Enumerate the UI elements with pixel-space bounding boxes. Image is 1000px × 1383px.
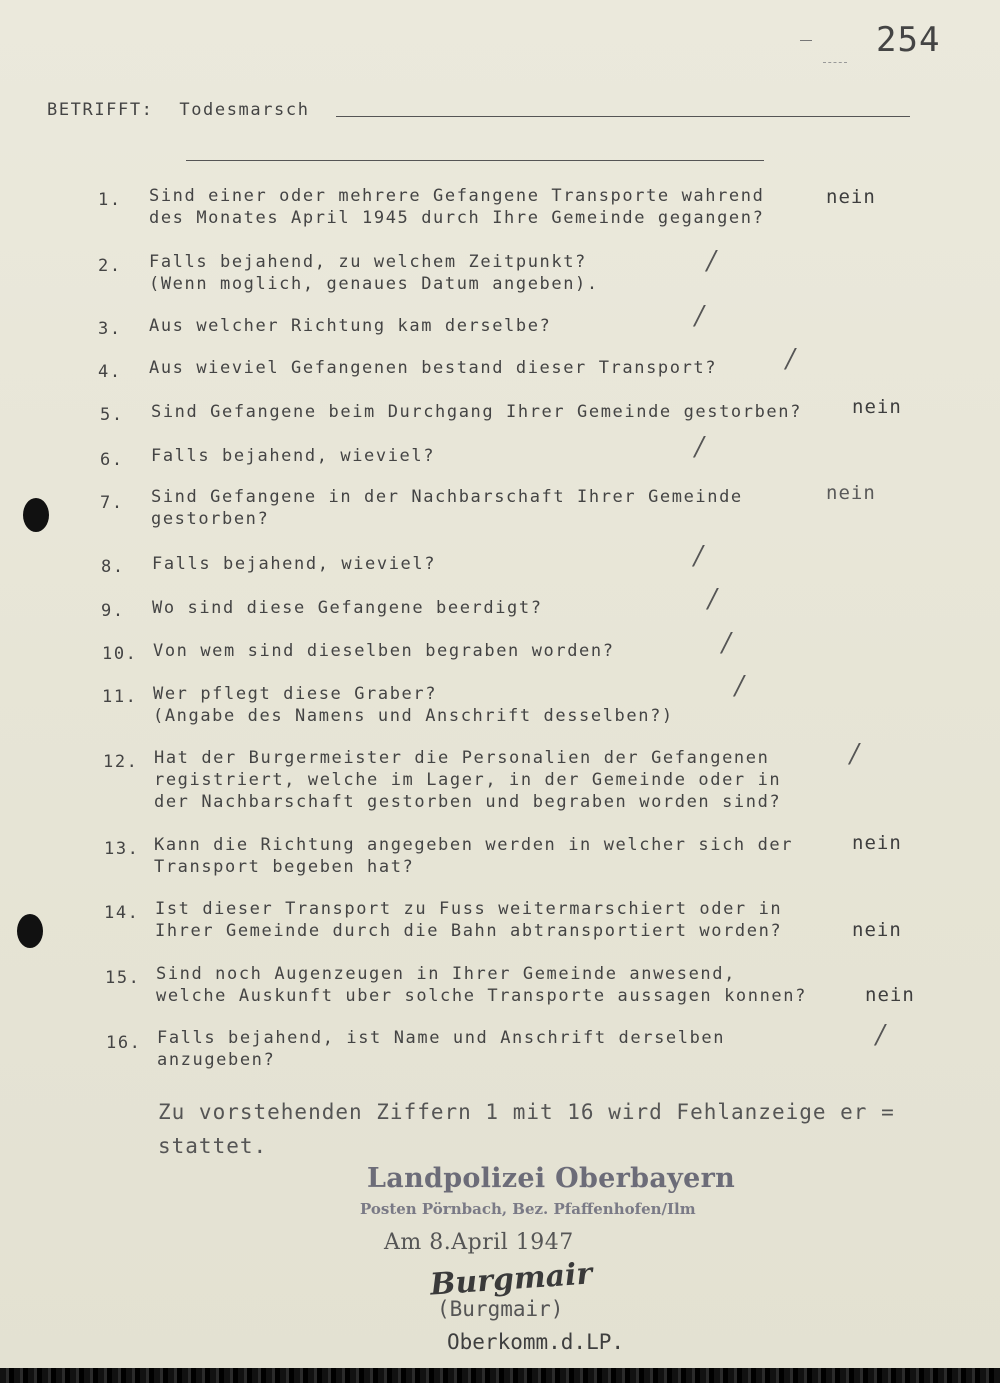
question-text (154, 747, 781, 813)
date: Am 8.April 1947 (384, 1230, 574, 1255)
answer: / (695, 301, 704, 331)
answer: / (850, 739, 859, 769)
question-number: 6. (100, 450, 124, 470)
question-line: welche Auskunft uber solche Transporte aussagen konnen? (156, 986, 807, 1006)
question-line: Sind einer oder mehrere Gefangene Transporte wahrend (149, 186, 765, 206)
stamp-title: Landpolizei Oberbayern (367, 1163, 736, 1194)
answer: / (694, 541, 703, 571)
question-text (151, 486, 743, 530)
answer: nein (852, 832, 902, 854)
question-line: Aus wieviel Gefangenen bestand dieser Transport? (149, 358, 718, 378)
closing-note (158, 1095, 895, 1163)
punch-hole (23, 498, 49, 532)
question-number: 16. (106, 1033, 142, 1053)
question-text (153, 683, 674, 727)
question-number: 5. (100, 405, 124, 425)
answer: nein (852, 396, 902, 418)
question-line: anzugeben? (157, 1050, 276, 1070)
question-line: Kann die Richtung angegeben werden in welcher sich der (154, 835, 794, 855)
signatory-rank: Oberkomm.d.LP. (447, 1330, 625, 1354)
subject-label: BETRIFFT: (47, 100, 154, 120)
question-line: Falls bejahend, wieviel? (152, 554, 437, 574)
answer: / (876, 1020, 885, 1050)
question-text (154, 834, 793, 878)
question-line: Wo sind diese Gefangene beerdigt? (152, 598, 543, 618)
question-number: 3. (98, 319, 122, 339)
question-line: Falls bejahend, zu welchem Zeitpunkt? (149, 252, 587, 272)
subject-value: Todesmarsch (179, 100, 310, 120)
question-text (149, 357, 717, 379)
question-line: Falls bejahend, wieviel? (151, 446, 436, 466)
question-line: des Monates April 1945 durch Ihre Gemeinde gegangen? (149, 208, 765, 228)
question-line: der Nachbarschaft gestorben und begraben worden sind? (154, 792, 782, 812)
closing-note-line: Zu vorstehenden Ziffern 1 mit 16 wird Fehlanzeige er = (158, 1100, 895, 1124)
question-text (156, 963, 807, 1007)
question-text (149, 185, 764, 229)
question-number: 14. (104, 903, 140, 923)
corner-mark (823, 62, 847, 63)
question-line: Aus welcher Richtung kam derselbe? (149, 316, 552, 336)
corner-mark (800, 40, 812, 41)
question-text (153, 640, 615, 662)
answer: / (708, 584, 717, 614)
question-text (152, 597, 543, 619)
question-number: 2. (98, 256, 122, 276)
question-line: Sind Gefangene in der Nachbarschaft Ihrer Gemeinde (151, 487, 743, 507)
question-number: 13. (104, 839, 140, 859)
question-text (149, 251, 599, 295)
question-line: gestorben? (151, 509, 270, 529)
subject-line (47, 100, 310, 120)
question-line: Ihrer Gemeinde durch die Bahn abtransportiert worden? (155, 921, 783, 941)
question-text (155, 898, 782, 942)
question-line: (Angabe des Namens und Anschrift desselben?) (153, 706, 674, 726)
answer: nein (852, 919, 902, 941)
subject-underline (336, 116, 910, 117)
question-number: 7. (100, 493, 124, 513)
question-number: 15. (105, 968, 141, 988)
answer: nein (826, 186, 876, 208)
question-line: registriert, welche im Lager, in der Gemeinde oder in (154, 770, 782, 790)
question-number: 12. (103, 752, 139, 772)
answer: nein (865, 984, 915, 1006)
answer: nein (826, 482, 876, 504)
question-text (151, 401, 802, 423)
question-line: Falls bejahend, ist Name und Anschrift derselben (157, 1028, 726, 1048)
question-line: Von wem sind dieselben begraben worden? (153, 641, 615, 661)
question-text (157, 1027, 725, 1071)
question-line: Ist dieser Transport zu Fuss weitermarschiert oder in (155, 899, 783, 919)
answer: / (707, 246, 716, 276)
question-line: Wer pflegt diese Graber? (153, 684, 438, 704)
question-number: 4. (98, 362, 122, 382)
question-number: 9. (101, 601, 125, 621)
punch-hole (17, 914, 43, 948)
question-number: 10. (102, 644, 138, 664)
answer: / (722, 628, 731, 658)
question-text (151, 445, 435, 467)
question-number: 11. (102, 687, 138, 707)
question-number: 1. (98, 190, 122, 210)
stamp-subtitle: Posten Pörnbach, Bez. Pfaffenhofen/Ilm (360, 1200, 696, 1218)
page-number: 254 (876, 20, 941, 60)
question-number: 8. (101, 557, 125, 577)
answer: / (695, 432, 704, 462)
question-line: Hat der Burgermeister die Personalien der Gefangenen (154, 748, 770, 768)
question-line: Transport begeben hat? (154, 857, 415, 877)
closing-note-line: stattet. (158, 1134, 268, 1158)
question-line: (Wenn moglich, genaues Datum angeben). (149, 274, 599, 294)
question-line: Sind Gefangene beim Durchgang Ihrer Gemeinde gestorben? (151, 402, 802, 422)
question-line: Sind noch Augenzeugen in Ihrer Gemeinde anwesend, (156, 964, 736, 984)
scan-edge (0, 1368, 1000, 1383)
divider (186, 160, 764, 161)
answer: / (786, 344, 795, 374)
answer: / (735, 671, 744, 701)
signature: Burgmair (428, 1256, 594, 1303)
question-text (152, 553, 436, 575)
question-text (149, 315, 551, 337)
signatory-name: (Burgmair) (437, 1297, 564, 1321)
